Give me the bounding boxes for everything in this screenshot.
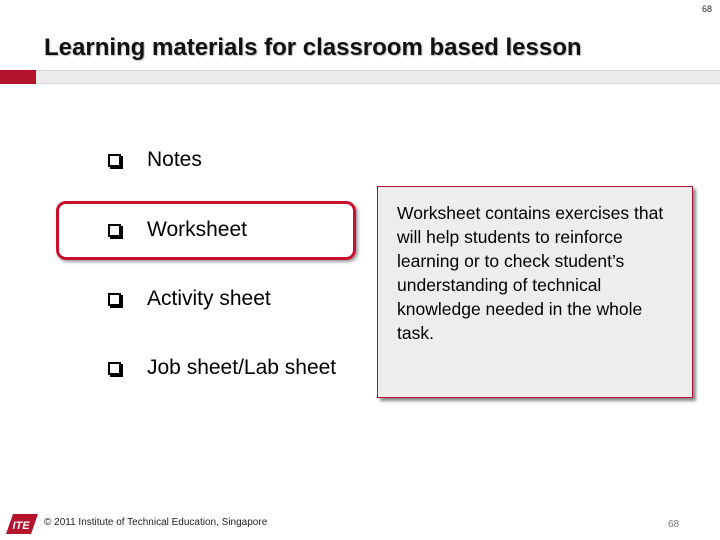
bullet-label: Activity sheet	[147, 287, 271, 310]
checkbox-square-icon	[108, 293, 121, 306]
footer-copyright: © 2011 Institute of Technical Education, Singapore	[44, 517, 268, 528]
slide-title: Learning materials for classroom based lesson	[44, 34, 582, 61]
title-underline-bar	[36, 70, 720, 84]
svg-text:ITE: ITE	[12, 520, 30, 532]
bullet-label: Notes	[147, 148, 202, 171]
bullet-item-job-sheet	[108, 356, 336, 380]
checkbox-square-icon	[108, 362, 121, 375]
bullet-label: Job sheet/Lab sheet	[147, 356, 337, 379]
title-accent-bar	[0, 70, 36, 84]
bullet-item-worksheet	[108, 218, 247, 242]
checkbox-square-icon	[108, 224, 121, 237]
bullet-item-activity-sheet	[108, 287, 271, 311]
callout-text: Worksheet contains exercises that will help students to reinforce learning or to check student’s understanding of technical knowledge needed in the whole task.	[397, 203, 664, 343]
checkbox-square-icon	[108, 154, 121, 167]
page-number-top: 68	[701, 4, 712, 14]
ite-logo	[6, 510, 38, 534]
bullet-label: Worksheet	[147, 218, 247, 241]
worksheet-callout-box	[377, 186, 693, 398]
footer-page-number: 68	[668, 519, 680, 530]
bullet-item-notes	[108, 148, 202, 172]
